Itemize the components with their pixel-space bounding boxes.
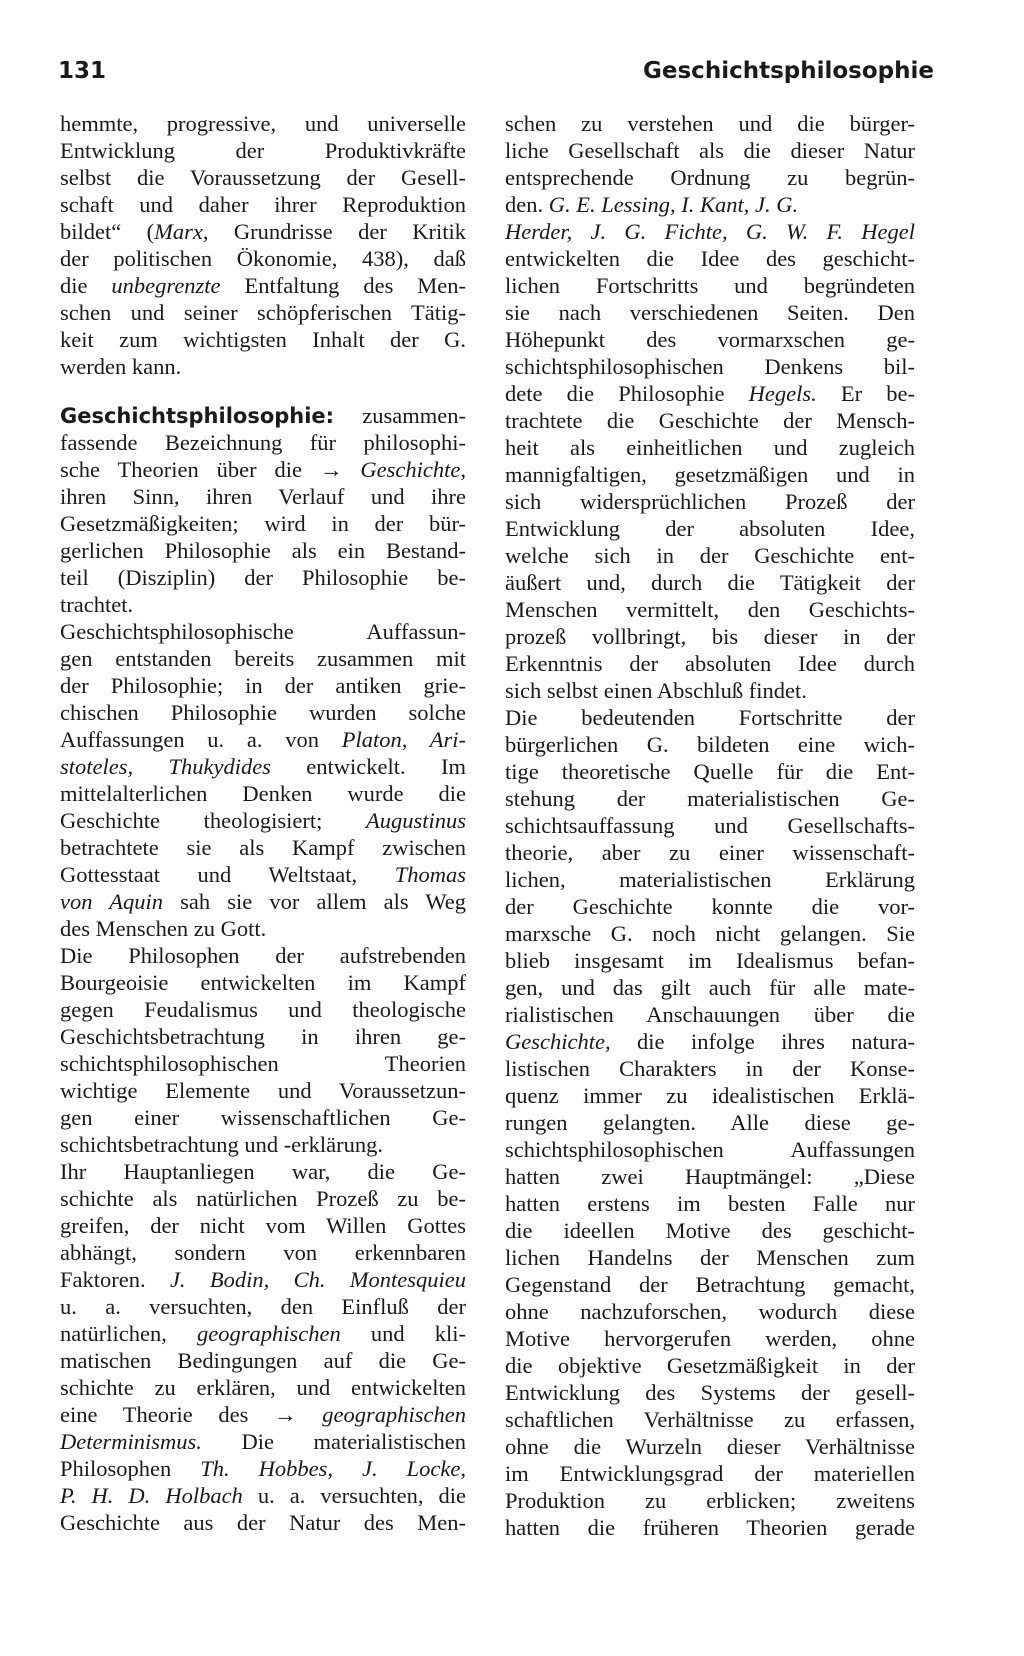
text-line: Die bedeutenden Fortschritte der xyxy=(505,705,915,730)
text-line: Entwicklung der absoluten Idee, xyxy=(505,516,915,541)
text-line: der politischen Ökonomie, 438), daß xyxy=(60,246,466,271)
text-line: selbst die Voraussetzung der Gesell- xyxy=(60,165,466,190)
text-line: chischen Philosophie wurden solche xyxy=(60,700,466,725)
text-line: von Aquin sah sie vor allem als Weg xyxy=(60,889,467,914)
text-line: wichtige Elemente und Voraussetzun- xyxy=(60,1078,466,1103)
text-line: trachtete die Geschichte der Mensch- xyxy=(505,408,915,433)
text-line: Erkenntnis der absoluten Idee durch xyxy=(505,651,915,676)
text-line: keit zum wichtigsten Inhalt der G. xyxy=(60,327,466,352)
text-line: schichtsphilosophischen Auffassungen xyxy=(505,1137,915,1162)
text-line: welche sich in der Geschichte ent- xyxy=(505,543,915,568)
text-line: fassende Bezeichnung für philosophi- xyxy=(60,430,466,455)
text-line: dete die Philosophie Hegels. Er be- xyxy=(505,381,915,406)
text-line: die unbegrenzte Entfaltung des Men- xyxy=(60,273,466,298)
text-line: schen zu verstehen und die bürger- xyxy=(505,111,915,136)
text-line: Geschichtsphilosophische Auffassun- xyxy=(60,619,466,644)
text-line: Faktoren. J. Bodin, Ch. Montesquieu xyxy=(60,1267,466,1292)
text-line: der Geschichte konnte die vor- xyxy=(505,894,915,919)
text-line: Entwicklung der Produktivkräfte xyxy=(60,138,466,163)
text-line: hatten erstens im besten Falle nur xyxy=(505,1191,915,1216)
text-line: listischen Charakters in der Konse- xyxy=(505,1056,915,1081)
text-line: lichen, materialistischen Erklärung xyxy=(505,867,915,892)
running-head: Geschichtsphilosophie xyxy=(643,58,934,84)
text-line: Höhepunkt des vormarxschen ge- xyxy=(505,327,915,352)
text-line: schichtsauffassung und Gesellschafts- xyxy=(505,813,915,838)
text-line: matischen Bedingungen auf die Ge- xyxy=(60,1348,466,1373)
text-line: Gesetzmäßigkeiten; wird in der bür- xyxy=(60,511,466,536)
text-line: gerlichen Philosophie als ein Bestand- xyxy=(60,538,466,563)
text-line: liche Gesellschaft als die dieser Natur xyxy=(505,138,915,163)
text-line: Geschichte, die infolge ihres natura- xyxy=(505,1029,915,1054)
text-line: Geschichte aus der Natur des Men- xyxy=(60,1510,466,1535)
text-line: der Philosophie; in der antiken grie- xyxy=(60,673,466,698)
text-line: schichtsphilosophischen Denkens bil- xyxy=(505,354,915,379)
text-line: entwickelten die Idee des geschicht- xyxy=(505,246,915,271)
text-line: teil (Disziplin) der Philosophie be- xyxy=(60,565,466,590)
text-line: im Entwicklungsgrad der materiellen xyxy=(505,1461,915,1486)
text-line: die ideellen Motive des geschicht- xyxy=(505,1218,915,1243)
text-line: des Menschen zu Gott. xyxy=(60,916,267,941)
text-line: Determinismus. Die materialistischen xyxy=(60,1429,466,1454)
text-line: Auffassungen u. a. von Platon, Ari- xyxy=(60,727,466,752)
text-line: greifen, der nicht vom Willen Gottes xyxy=(60,1213,466,1238)
text-line: ohne nachzuforschen, wodurch diese xyxy=(505,1299,915,1324)
text-line: quenz immer zu idealistischen Erklä- xyxy=(505,1083,915,1108)
text-line: Motive hervorgerufen werden, ohne xyxy=(505,1326,915,1351)
text-line: tige theoretische Quelle für die Ent- xyxy=(505,759,915,784)
text-line: natürlichen, geographischen und kli- xyxy=(60,1321,466,1346)
text-line: hatten die früheren Theorien gerade xyxy=(505,1515,915,1540)
text-line: gegen Feudalismus und theologische xyxy=(60,997,466,1022)
text-line: Entwicklung des Systems der gesell- xyxy=(505,1380,915,1405)
text-line: rialistischen Anschauungen über die xyxy=(505,1002,915,1027)
text-line: lichen Handelns der Menschen zum xyxy=(505,1245,915,1270)
text-line: trachtet. xyxy=(60,592,134,617)
text-line: Geschichte theologisiert; Augustinus xyxy=(60,808,466,833)
text-line: den. G. E. Lessing, I. Kant, J. G. xyxy=(505,192,799,217)
text-line: bildet“ (Marx, Grundrisse der Kritik xyxy=(60,219,466,244)
text-line: Bourgeoisie entwickelten im Kampf xyxy=(60,970,466,995)
text-line: ihren Sinn, ihren Verlauf und ihre xyxy=(60,484,466,509)
text-line: Ihr Hauptanliegen war, die Ge- xyxy=(60,1159,466,1184)
text-line: entsprechende Ordnung zu begrün- xyxy=(505,165,915,190)
text-line: P. H. D. Holbach u. a. versuchten, die xyxy=(60,1483,467,1508)
text-line: schaftlichen Verhältnisse zu erfassen, xyxy=(505,1407,915,1432)
text-line: Gegenstand der Betrachtung gemacht, xyxy=(505,1272,915,1297)
text-line: blieb insgesamt im Idealismus befan- xyxy=(505,948,915,973)
text-line: Die Philosophen der aufstrebenden xyxy=(60,943,466,968)
text-line: schichte als natürlichen Prozeß zu be- xyxy=(60,1186,466,1211)
text-line: Geschichtsbetrachtung in ihren ge- xyxy=(60,1024,466,1049)
text-line: gen entstanden bereits zusammen mit xyxy=(60,646,466,671)
text-line: werden kann. xyxy=(60,354,182,379)
text-line: stoteles, Thukydides entwickelt. Im xyxy=(60,754,466,779)
text-line: eine Theorie des → geographischen xyxy=(60,1402,466,1427)
paragraph-gap xyxy=(60,380,466,402)
text-line: theorie, aber zu einer wissenschaft- xyxy=(505,840,915,865)
text-line: mittelalterlichen Denken wurde die xyxy=(60,781,466,806)
text-line: gen, und das gilt auch für alle mate- xyxy=(505,975,915,1000)
page-header xyxy=(58,58,934,94)
text-line: lichen Fortschritts und begründeten xyxy=(505,273,915,298)
left-column xyxy=(60,110,466,1536)
text-line: sche Theorien über die → Geschichte, xyxy=(60,457,466,482)
text-line: schichtsphilosophischen Theorien xyxy=(60,1051,466,1076)
text-line: sich widersprüchlichen Prozeß der xyxy=(505,489,915,514)
text-line: schaft und daher ihrer Reproduktion xyxy=(60,192,466,217)
text-line: Herder, J. G. Fichte, G. W. F. Hegel xyxy=(505,219,915,244)
text-line: abhängt, sondern von erkennbaren xyxy=(60,1240,466,1265)
text-line: Philosophen Th. Hobbes, J. Locke, xyxy=(60,1456,466,1481)
text-line: gen einer wissenschaftlichen Ge- xyxy=(60,1105,466,1130)
text-line: ohne die Wurzeln dieser Verhältnisse xyxy=(505,1434,915,1459)
text-line: Produktion zu erblicken; zweitens xyxy=(505,1488,915,1513)
text-line: sie nach verschiedenen Seiten. Den xyxy=(505,300,915,325)
text-line: bürgerlichen G. bildeten eine wich- xyxy=(505,732,915,757)
text-line: Geschichtsphilosophie: zusammen- xyxy=(60,403,466,428)
text-line: Menschen vermittelt, den Geschichts- xyxy=(505,597,915,622)
text-line: sich selbst einen Abschluß findet. xyxy=(505,678,807,703)
text-line: betrachtete sie als Kampf zwischen xyxy=(60,835,466,860)
text-line: marxsche G. noch nicht gelangen. Sie xyxy=(505,921,915,946)
text-line: äußert und, durch die Tätigkeit der xyxy=(505,570,915,595)
text-line: u. a. versuchten, den Einfluß der xyxy=(60,1294,466,1319)
text-line: mannigfaltigen, gesetzmäßigen und in xyxy=(505,462,915,487)
right-column xyxy=(505,110,915,1541)
text-line: heit als einheitlichen und zugleich xyxy=(505,435,915,460)
text-line: prozeß vollbringt, bis dieser in der xyxy=(505,624,915,649)
page-number: 131 xyxy=(58,58,107,84)
text-line: schichtsbetrachtung und -erklärung. xyxy=(60,1132,384,1157)
text-line: schichte zu erklären, und entwickelten xyxy=(60,1375,466,1400)
text-line: stehung der materialistischen Ge- xyxy=(505,786,915,811)
text-line: hemmte, progressive, und universelle xyxy=(60,111,466,136)
text-line: schen und seiner schöpferischen Tätig- xyxy=(60,300,466,325)
text-line: Gottesstaat und Weltstaat, Thomas xyxy=(60,862,466,887)
text-line: hatten zwei Hauptmängel: „Diese xyxy=(505,1164,915,1189)
text-line: rungen gelangten. Alle diese ge- xyxy=(505,1110,915,1135)
text-line: die objektive Gesetzmäßigkeit in der xyxy=(505,1353,915,1378)
